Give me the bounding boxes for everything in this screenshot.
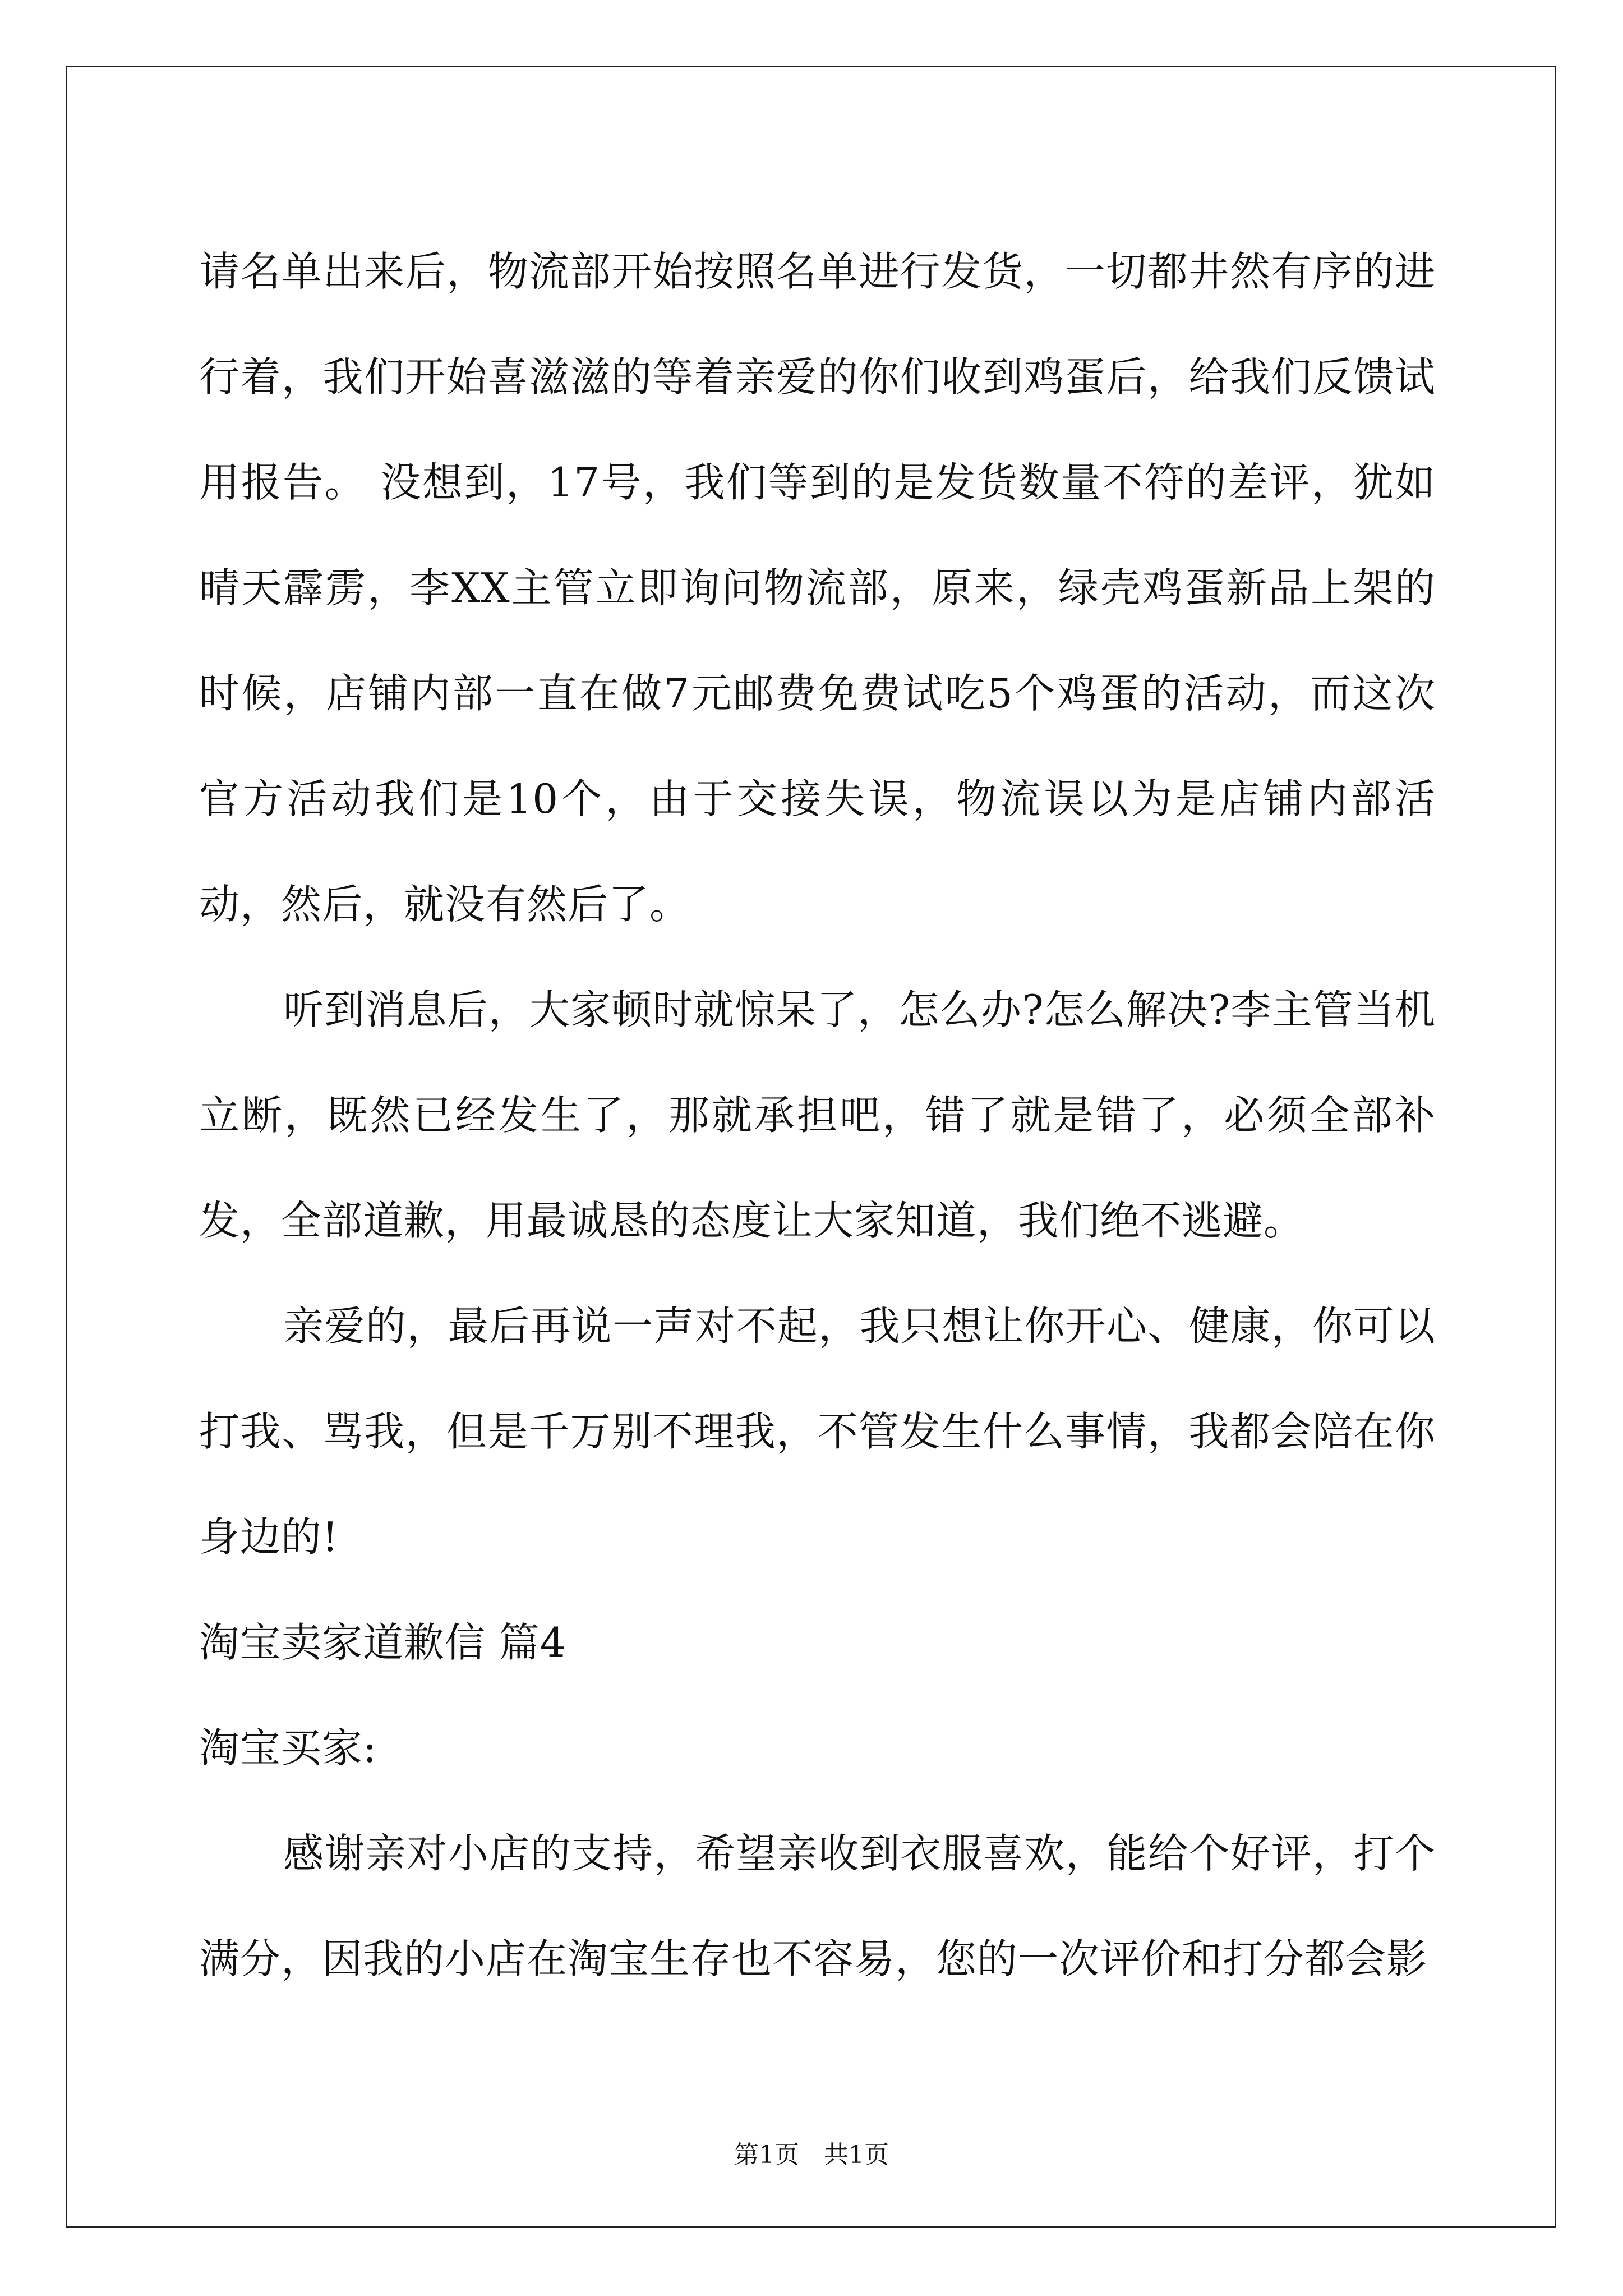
paragraph-thanks: 感谢亲对小店的支持，希望亲收到衣服喜欢，能给个好评，打个满分，因我的小店在淘宝生存也不容易，您的一次评价和打分都会影 — [199, 1830, 1436, 1982]
section-heading: 淘宝卖家道歉信 篇4 — [199, 1619, 566, 1666]
page-footer: 第1页 共1页 — [734, 2141, 889, 2169]
document-body — [199, 219, 1436, 2012]
paragraph-resolution: 听到消息后，大家顿时就惊呆了，怎么办?怎么解决?李主管当机立断，既然已经发生了，那就承担吧，错了就是错了，必须全部补发，全部道歉，用最诚恳的态度让大家知道，我们绝不逃避。 — [199, 986, 1436, 1244]
salutation: 淘宝买家: — [199, 1724, 377, 1772]
paragraph-logistics-error: 请名单出来后，物流部开始按照名单进行发货，一切都井然有序的进行着，我们开始喜滋滋的等着亲爱的你们收到鸡蛋后，给我们反馈试用报告。 没想到，17号，我们等到的是发货数量不符的差评，犹如晴天霹雳，李XX主管立即询问物流部，原来，绿壳鸡蛋新品上架的时候，店铺内部一直在做7元邮费免费试吃5个鸡蛋的活动，而这次官方活动我们是10个，由于交接失误，物流误以为是店铺内部活动，然后，就没有然后了。 — [199, 248, 1436, 928]
paragraph-apology-closing: 亲爱的，最后再说一声对不起，我只想让你开心、健康，你可以打我、骂我，但是千万别不理我，不管发生什么事情，我都会陪在你身边的! — [199, 1303, 1436, 1561]
